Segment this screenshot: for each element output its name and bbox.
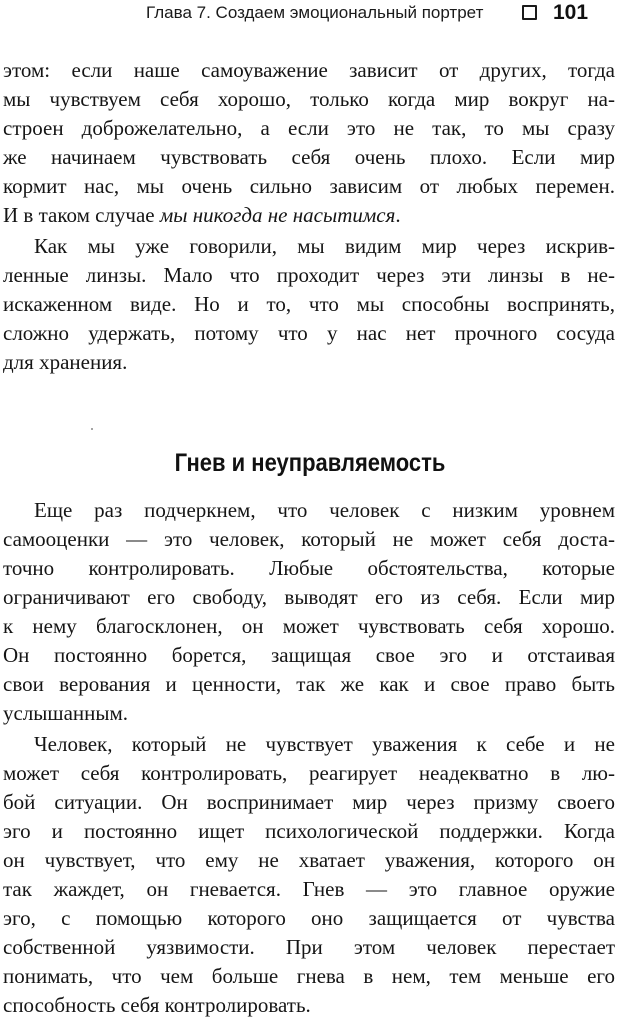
text-line: Человек, который не чувствует уважения к себе и не (34, 732, 615, 756)
text-line (3, 205, 615, 226)
emphasis-text: мы никогда не насытимся (159, 203, 396, 227)
text-line: свои верования и ценности, так же как и свое право быть (3, 672, 615, 696)
text-line: эго и постоянно ищет психологической поддержки. Когда (3, 819, 615, 843)
text-line: ленные линзы. Мало что проходит через эти линзы в не- (3, 263, 615, 287)
section-heading: Гнев и неуправляемость (174, 449, 446, 477)
square-bullet-icon (522, 5, 537, 20)
text-line: для хранения. (3, 350, 128, 374)
text-run: . (395, 203, 401, 227)
text-line: способность себя контролировать. (3, 993, 311, 1017)
text-line: Еще раз подчеркнем, что человек с низким уровнем (34, 498, 615, 522)
text-line: кормит нас, мы очень сильно зависим от любых перемен. (3, 174, 615, 198)
text-line: Как мы уже говорили, мы видим мир через искрив- (34, 234, 615, 258)
text-line: может себя контролировать, реагирует неадекватно в лю- (3, 761, 615, 785)
page-number: 101 (553, 1, 589, 24)
text-line: эго, с помощью которого оно защищается от чувства (3, 906, 615, 930)
text-line: бой ситуации. Он воспринимает мир через призму своего (3, 790, 615, 814)
text-line: точно контролировать. Любые обстоятельства, которые (3, 556, 615, 580)
text-line: так жаждет, он гневается. Гнев — это главное оружие (3, 877, 615, 901)
text-line: ограничивают его свободу, выводят его из себя. Если мир (3, 585, 615, 609)
text-line: сложно удержать, потому что у нас нет прочного сосуда (3, 321, 615, 345)
text-line: Он постоянно борется, защищая свое эго и отстаивая (3, 643, 615, 667)
text-line: строен доброжелательно, а если это не так, то мы сразу (3, 116, 615, 140)
text-line: же начинаем чувствовать себя очень плохо. Если мир (3, 145, 615, 169)
text-line: искаженном виде. Но и то, что мы способны воспринять, (3, 292, 615, 316)
chapter-title: Глава 7. Создаем эмоциональный портрет (146, 3, 484, 22)
text-line: мы чувствуем себя хорошо, только когда мир вокруг на- (3, 87, 615, 111)
text-line: самооценки — это человек, который не может себя доста- (3, 527, 615, 551)
text-line: понимать, что чем больше гнева в нем, тем меньше его (3, 964, 615, 988)
scan-speck (91, 428, 93, 430)
running-header (0, 0, 620, 40)
text-line: собственной уязвимости. При этом человек перестает (3, 935, 615, 959)
text-line: услышанным. (3, 701, 129, 725)
text-line: к нему благосклонен, он может чувствовать себя хорошо. (3, 614, 615, 638)
text-run: И в таком случае (3, 203, 160, 227)
text-line: этом: если наше самоуважение зависит от других, тогда (3, 58, 615, 82)
text-line: он чувствует, что ему не хватает уважения, которого он (3, 848, 615, 872)
